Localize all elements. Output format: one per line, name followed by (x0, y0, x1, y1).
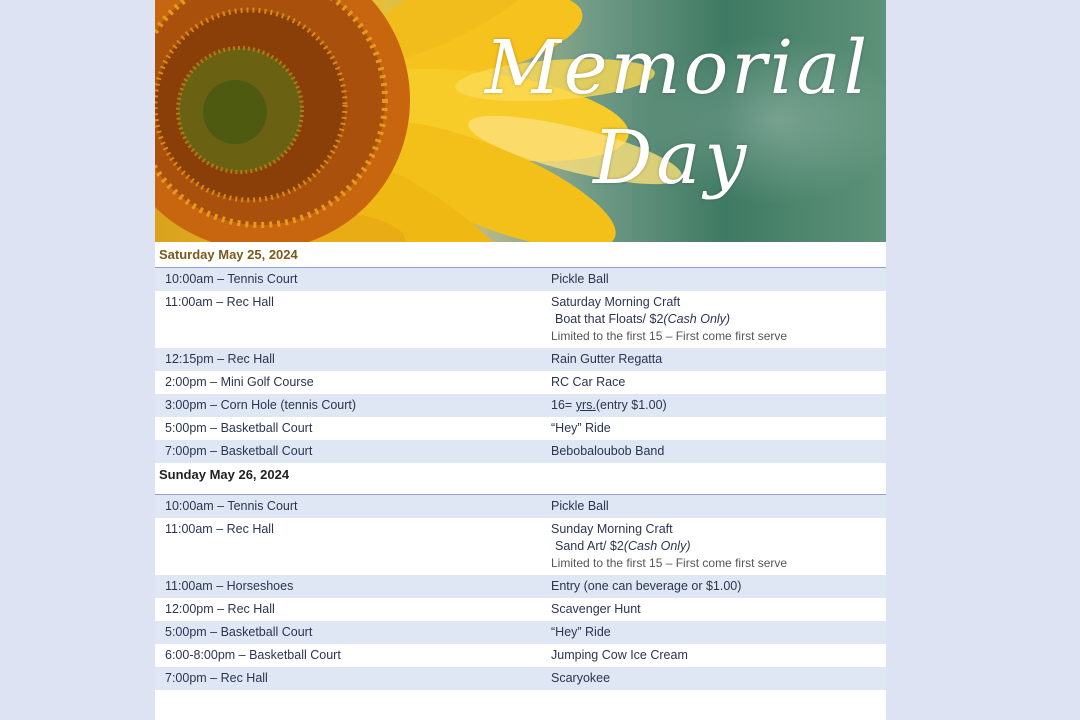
saturday-schedule-table (155, 268, 886, 463)
event-name: Bebobaloubob Band (551, 444, 665, 458)
event-sub-note: (Cash Only) (663, 312, 731, 326)
event-name: Saturday Morning Craft (551, 295, 681, 309)
table-row (155, 394, 886, 417)
sunday-schedule-table (155, 495, 886, 690)
event-age-unit: yrs. (575, 398, 596, 412)
table-row (155, 371, 886, 394)
flyer-document (155, 0, 886, 720)
event-name: “Hey” Ride (551, 625, 611, 639)
table-row (155, 621, 886, 644)
sunflower-center (203, 80, 267, 144)
event-note: Limited to the first 15 – First come first serve (551, 556, 788, 570)
table-row (155, 518, 886, 575)
table-row (155, 575, 886, 598)
sunday-heading: Sunday May 26, 2024 (155, 463, 886, 495)
event-note: Limited to the first 15 – First come first serve (551, 329, 788, 343)
event-name: Jumping Cow Ice Cream (551, 648, 688, 662)
event-sub-note: (Cash Only) (623, 539, 691, 553)
table-row (155, 440, 886, 463)
sunflower-banner (155, 0, 886, 242)
event-sub: Sand Art/ $2 (555, 539, 624, 553)
event-details (531, 394, 886, 417)
event-sub-line (551, 538, 886, 555)
table-row (155, 644, 886, 667)
event-time: 7:00pm – Rec Hall (165, 671, 268, 685)
table-row (155, 417, 886, 440)
banner-title-line2: Day (593, 115, 751, 201)
table-row (155, 667, 886, 690)
event-time: 12:00pm – Rec Hall (165, 602, 275, 616)
event-name: Rain Gutter Regatta (551, 352, 663, 366)
table-row (155, 268, 886, 291)
event-name: Scaryokee (551, 671, 611, 685)
event-time: 7:00pm – Basketball Court (165, 444, 313, 458)
event-time: 11:00am – Rec Hall (165, 295, 274, 309)
event-name: Sunday Morning Craft (551, 522, 673, 536)
table-row (155, 291, 886, 348)
event-name: RC Car Race (551, 375, 626, 389)
event-details (531, 518, 886, 575)
event-time: 10:00am – Tennis Court (165, 272, 298, 286)
event-sub: Boat that Floats/ $2 (555, 312, 664, 326)
event-name: Pickle Ball (551, 272, 609, 286)
table-row (155, 598, 886, 621)
event-sub-line (551, 311, 886, 328)
event-time: 3:00pm – Corn Hole (tennis Court) (165, 398, 357, 412)
banner-title (485, 22, 870, 202)
banner-title-line1: Memorial (485, 25, 871, 111)
event-time: 11:00am – Horseshoes (165, 579, 294, 593)
event-name: Entry (one can beverage or $1.00) (551, 579, 742, 593)
event-name: “Hey” Ride (551, 421, 611, 435)
table-row (155, 495, 886, 518)
table-row (155, 348, 886, 371)
event-name: Pickle Ball (551, 499, 609, 513)
event-time: 10:00am – Tennis Court (165, 499, 298, 513)
event-age: 16= (551, 398, 576, 412)
event-details (531, 291, 886, 348)
saturday-heading: Saturday May 25, 2024 (155, 242, 886, 268)
event-entry-fee: (entry $1.00) (595, 398, 667, 412)
event-time: 5:00pm – Basketball Court (165, 625, 313, 639)
event-time: 6:00-8:00pm – Basketball Court (165, 648, 341, 662)
event-time: 2:00pm – Mini Golf Course (165, 375, 314, 389)
event-time: 12:15pm – Rec Hall (165, 352, 275, 366)
event-time: 11:00am – Rec Hall (165, 522, 274, 536)
event-time: 5:00pm – Basketball Court (165, 421, 313, 435)
event-name: Scavenger Hunt (551, 602, 641, 616)
